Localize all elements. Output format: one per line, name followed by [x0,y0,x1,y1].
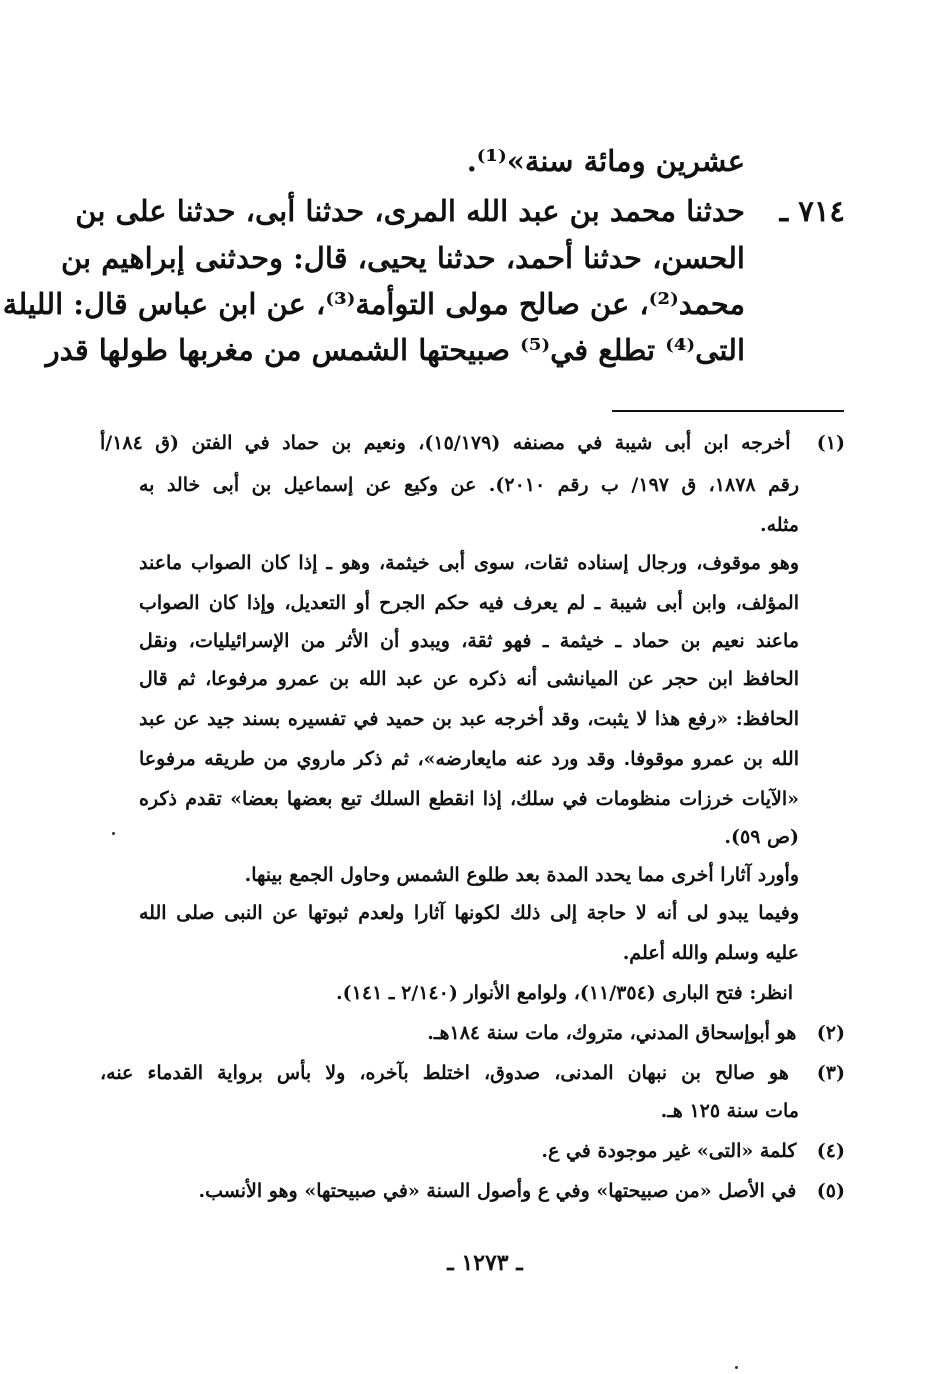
main-text-line-2: حدثنا محمد بن عبد الله المرى، حدثنا أبى، حدثنا على بن [75,194,745,228]
main-text-line-3: الحسن، حدثنا أحمد، حدثنا يحيى، قال: وحدثنى إبراهيم بن [60,241,745,275]
page-number: ـ ١٢٧٣ ـ [447,1250,523,1276]
footnote-1-line-3: مثله. [759,514,799,536]
main-text-line-1: عشرين ومائة سنة»⁽¹⁾. [466,144,745,178]
footnote-1-para-2-line-5: الحافظ: «رفع هذا لا يثبت، وقد أخرجه عبد بن حميد في تفسيره بسند جيد عن عبد [139,708,799,730]
footnote-separator [612,410,844,412]
footnote-5-marker: (٥) [816,1180,845,1202]
footnote-1-line-1 [100,430,845,456]
footnote-1-para-2-line-7: «الآيات خرزات منظومات في سلك، إذا انقطع السلك تبع بعضها بعضا» تقدم ذكره [139,788,799,810]
scan-speck [112,832,115,835]
footnote-1-para-3-line-1: وأورد آثارا أخرى مما يحدد المدة بعد طلوع الشمس وحاول الجمع بينها. [244,864,799,886]
footnote-1-para-5-line-1: انظر: فتح البارى (١١/٣٥٤)، ولوامع الأنوار (٢/١٤٠ ـ ١٤١). [336,982,793,1004]
footnote-1-para-2-line-6: الله بن عمرو موقوفا. وقد ورد عنه مايعارضه»، ثم ذكر ماروي من طريقه مرفوعا [139,748,799,770]
footnote-4-text: كلمة «التى» غير موجودة في ع. [541,1140,797,1162]
footnote-3-marker: (٣) [816,1062,845,1084]
footnote-2-line-1 [100,1020,845,1046]
footnote-3-line-2: مات سنة ١٢٥ هـ. [660,1100,799,1122]
footnote-2-text: هو أبوإسحاق المدني، متروك، مات سنة ١٨٤هـ. [427,1022,797,1044]
footnote-2-marker: (٢) [816,1022,845,1044]
footnote-3-text-1: هو صالح بن نبهان المدنى، صدوق، اختلط بآخره، ولا بأس برواية القدماء عنه، [100,1062,789,1084]
footnote-4-marker: (٤) [816,1140,845,1162]
footnote-3-line-1 [100,1060,845,1086]
hadith-number: ٧١٤ ـ [779,194,845,228]
footnote-1-marker: (١) [816,432,845,454]
footnote-1-para-2-line-3: ماعند نعيم بن حماد ـ خيثمة ـ فهو ثقة، ويبدو أن الأثر من الإسرائيليات، ونقل [139,630,799,652]
footnote-1-para-4-line-1: وفيما يبدو لى أنه لا حاجة إلى ذلك لكونها آثارا ولعدم ثبوتها عن النبى صلى الله [139,902,799,924]
footnote-1-para-4-line-2: عليه وسلم والله أعلم. [622,942,799,964]
footnote-1-para-2-line-4: الحافظ ابن حجر عن الميانشى أنه ذكره عن عبد الله بن عمرو مرفوعا، ثم قال [139,668,799,690]
main-text-line-5: التى⁽⁴⁾ تطلع في⁽⁵⁾ صبيحتها الشمس من مغربها طولها قدر [45,333,745,367]
main-text-line-4: محمد⁽²⁾، عن صالح مولى التوأمة⁽³⁾، عن ابن عباس قال: الليلة [2,287,745,321]
footnote-1-text-1: أخرجه ابن أبى شيبة في مصنفه (١٥/١٧٩)، ونعيم بن حماد في الفتن (ق ١٨٤/أ [100,432,791,454]
footnote-1-para-2-line-1: وهو موقوف، ورجال إسناده ثقات، سوى أبى خيثمة، وهو ـ إذا كان الصواب ماعند [139,552,799,574]
scan-speck [735,1366,738,1369]
footnote-5-line-1 [100,1178,845,1204]
footnote-1-para-2-line-2: المؤلف، وابن أبى شيبة ـ لم يعرف فيه حكم الجرح أو التعديل، وإذا كان الصواب [139,592,799,614]
footnote-5-text: في الأصل «من صبيحتها» وفي ع وأصول السنة «في صبيحتها» وهو الأنسب. [198,1180,797,1202]
footnote-1-line-2: رقم ١٨٧٨، ق ١٩٧/ ب رقم ٢٠١٠). عن وكيع عن إسماعيل بن أبى خالد به [139,474,799,496]
footnote-4-line-1 [100,1138,845,1164]
footnote-1-para-2-line-8: (ص ٥٩). [724,826,799,848]
